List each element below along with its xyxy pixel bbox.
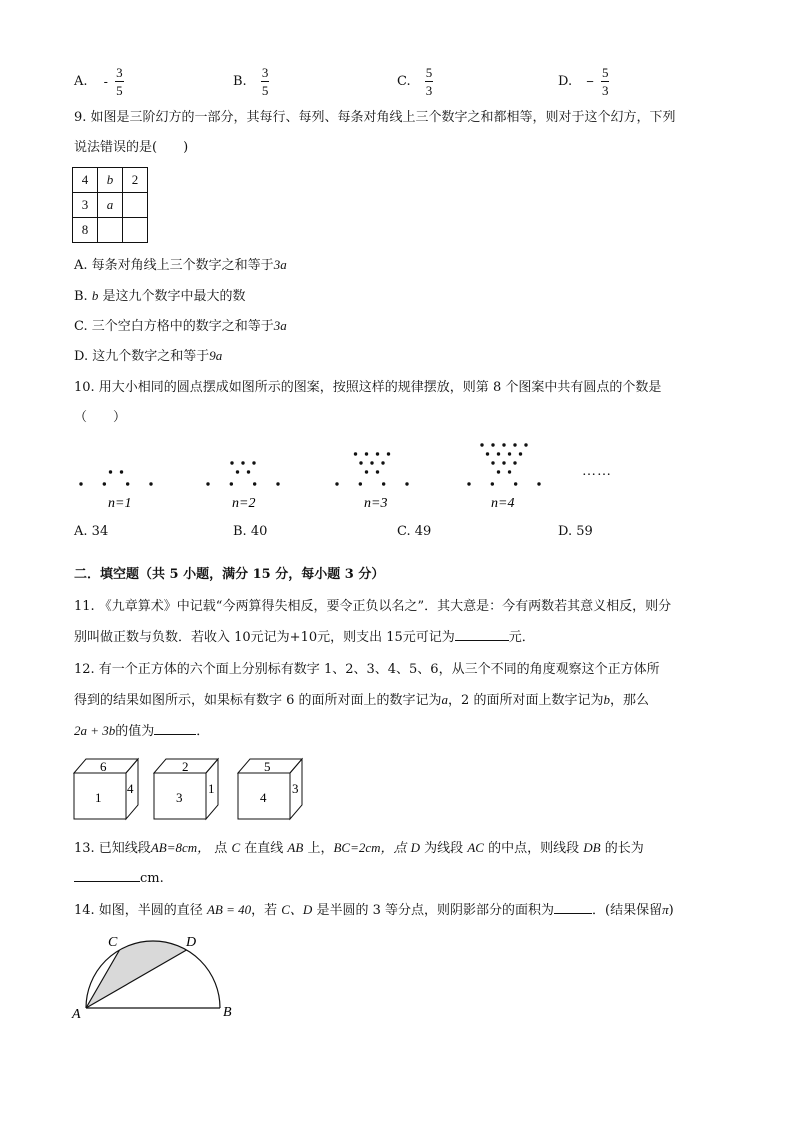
option-text: 34 xyxy=(91,524,109,539)
grid-cell xyxy=(98,218,123,243)
math-segment: DB xyxy=(583,840,601,855)
pattern-dot xyxy=(276,482,279,485)
pattern-dot xyxy=(230,461,233,464)
pattern-dot xyxy=(247,470,250,473)
fraction: $\frac{3}{5}$ xyxy=(261,65,269,98)
math-segment: BC=2cm，点 xyxy=(333,840,407,855)
q12-text: ． xyxy=(196,724,210,739)
shaded-region xyxy=(86,941,187,1008)
cube-side-number: 4 xyxy=(127,781,134,796)
minus-sign: − xyxy=(586,74,594,89)
math-segment: AB xyxy=(287,840,304,855)
dot-patterns xyxy=(79,443,540,485)
option-text: 三个空白方格中的数字之和等于 xyxy=(91,319,274,334)
q8-option-d[interactable] xyxy=(558,66,609,97)
q10-option-b[interactable] xyxy=(233,524,267,539)
math-points: C、D xyxy=(281,902,313,917)
section-heading: 二．填空题（共 5 小题，满分 15 分，每小题 3 分） xyxy=(74,567,385,582)
q13-text: 点 xyxy=(214,841,228,856)
pattern-dot xyxy=(467,482,470,485)
q14-text: ) xyxy=(668,903,674,918)
option-text: 每条对角线上三个数字之和等于 xyxy=(91,258,274,273)
option-label: C. xyxy=(397,74,411,89)
cube-view-1 xyxy=(74,759,138,819)
math-pi: π xyxy=(662,902,669,917)
q9-stem-line1: 9. 如图是三阶幻方的一部分，其每行、每列、每条对角线上三个数字之和都相等，则对于这个幻方，下列 xyxy=(74,110,676,125)
option-text: 40 xyxy=(250,524,268,539)
pattern-dot xyxy=(365,452,368,455)
q10-option-c[interactable] xyxy=(397,524,431,539)
pattern-dot xyxy=(79,482,82,485)
pattern-dot xyxy=(537,482,540,485)
semicircle-figure xyxy=(68,930,248,1022)
point-label-d: D xyxy=(186,935,197,950)
pattern-dot xyxy=(387,452,390,455)
cube-side-number: 3 xyxy=(292,781,299,796)
pattern-label-2: n=2 xyxy=(232,496,256,511)
pattern-dot xyxy=(359,461,362,464)
option-label: A. xyxy=(74,524,88,539)
q8-option-c[interactable] xyxy=(397,66,433,97)
pattern-dot xyxy=(524,443,527,446)
pattern-label-1: n=1 xyxy=(108,496,132,511)
cube-front-number: 3 xyxy=(176,790,183,805)
pattern-dot xyxy=(502,461,505,464)
cube-view-2 xyxy=(154,759,218,819)
pattern-dot xyxy=(382,482,385,485)
grid-cell: 2 xyxy=(123,168,148,193)
q14-text: 是半圆的 3 等分点，则阴影部分的面积为 xyxy=(316,903,555,918)
q9-option-a[interactable] xyxy=(74,255,287,276)
answer-blank[interactable] xyxy=(554,913,592,914)
q12-text: ，2 的面所对面上数字记为 xyxy=(448,693,604,708)
q13-stem-line1 xyxy=(74,838,644,859)
pattern-dot xyxy=(370,461,373,464)
q11-stem-line2 xyxy=(74,628,535,648)
math-point: D xyxy=(410,840,421,855)
q11-text: 元． xyxy=(508,630,535,645)
point-label-c: C xyxy=(108,935,118,950)
fraction: $\frac{5}{3}$ xyxy=(425,65,433,98)
q13-text: 13. 已知线段 xyxy=(74,841,151,856)
ellipsis: …… xyxy=(582,464,612,479)
q10-option-d[interactable] xyxy=(558,524,593,539)
pattern-dot xyxy=(236,470,239,473)
cube-top-number: 5 xyxy=(264,759,271,774)
pattern-dot xyxy=(497,470,500,473)
option-label: B. xyxy=(74,289,88,304)
grid-cell: 3 xyxy=(73,193,98,218)
pattern-dot xyxy=(206,482,209,485)
pattern-dot xyxy=(486,452,489,455)
q11-stem-line1: 11. 《九章算术》中记载“今两算得失相反，要令正负以名之”．其大意是：今有两数若其意义相反，则分 xyxy=(74,599,672,614)
pattern-dot xyxy=(405,482,408,485)
option-math: 3a xyxy=(273,257,287,272)
cube-front-number: 1 xyxy=(95,790,102,805)
grid-cell: b xyxy=(98,168,123,193)
cube-views-figure xyxy=(70,755,310,825)
option-label: A. xyxy=(74,258,88,273)
pattern-dot xyxy=(381,461,384,464)
grid-cell: 8 xyxy=(73,218,98,243)
option-label: B. xyxy=(233,74,247,89)
answer-blank[interactable] xyxy=(154,734,196,735)
option-text: 49 xyxy=(414,524,432,539)
q9-option-b[interactable] xyxy=(74,286,245,307)
math-expression: AB = 40 xyxy=(206,902,252,917)
pattern-dot xyxy=(120,470,123,473)
q9-stem-line2: 说法错误的是( ) xyxy=(74,140,189,155)
q13-text: cm. xyxy=(140,871,164,886)
answer-blank[interactable] xyxy=(455,640,509,641)
q13-stem-line2 xyxy=(74,869,164,889)
option-text: 这九个数字之和等于 xyxy=(92,349,210,364)
q14-text: ，若 xyxy=(251,903,278,918)
pattern-dot xyxy=(497,452,500,455)
q11-text: 别叫做正数与负数．若收入 10元记为+10元，则支出 15元可记为 xyxy=(74,630,455,645)
pattern-dot xyxy=(241,461,244,464)
option-label: C. xyxy=(397,524,411,539)
pattern-dot xyxy=(514,482,517,485)
pattern-dot xyxy=(253,482,256,485)
minus-sign: - xyxy=(103,74,109,89)
pattern-label-3: n=3 xyxy=(364,496,388,511)
pattern-dot xyxy=(354,452,357,455)
q12-text: 的值为 xyxy=(115,724,155,739)
q12-stem-line2 xyxy=(74,690,649,711)
pattern-dot xyxy=(335,482,338,485)
pattern-dot xyxy=(109,470,112,473)
q12-text: 得到的结果如图所示，如果标有数字 6 的面所对面上的数字记为 xyxy=(74,693,442,708)
q13-text: 在直线 xyxy=(244,841,284,856)
option-math: 9a xyxy=(209,348,223,363)
pattern-dot xyxy=(230,482,233,485)
grid-cell: 4 xyxy=(73,168,98,193)
math-a: a xyxy=(441,692,449,707)
q14-text: 14. 如图，半圆的直径 xyxy=(74,903,203,918)
q9-option-c[interactable] xyxy=(74,316,287,337)
magic-square-grid xyxy=(72,167,148,243)
cube-top-number: 2 xyxy=(182,759,189,774)
pattern-dot xyxy=(103,482,106,485)
pattern-dot xyxy=(519,452,522,455)
pattern-dot xyxy=(376,470,379,473)
q8-option-a[interactable] xyxy=(74,66,124,97)
option-text: 59 xyxy=(576,524,593,539)
cube-view-3 xyxy=(238,759,302,819)
option-math: b xyxy=(91,288,99,303)
pattern-label-4: n=4 xyxy=(491,496,515,511)
fraction: $\frac{3}{5}$ xyxy=(116,65,123,98)
q8-option-b[interactable] xyxy=(233,66,269,97)
option-label: A. xyxy=(74,74,88,89)
pattern-dot xyxy=(508,470,511,473)
grid-cell xyxy=(123,218,148,243)
grid-cell xyxy=(123,193,148,218)
pattern-dot xyxy=(480,443,483,446)
answer-blank[interactable] xyxy=(74,881,140,882)
math-expression: 2a + 3b xyxy=(74,723,116,738)
pattern-dot xyxy=(508,452,511,455)
q9-option-d[interactable] xyxy=(74,346,222,367)
pattern-dot xyxy=(491,443,494,446)
option-label: D. xyxy=(558,74,573,89)
option-label: D. xyxy=(558,524,573,539)
q14-text: ．(结果保留 xyxy=(592,903,663,918)
q10-stem-line2: （ ） xyxy=(74,410,127,425)
q12-text: ，那么 xyxy=(609,693,649,708)
pattern-dot xyxy=(513,443,516,446)
point-label-a: A xyxy=(72,1007,81,1022)
option-label: C. xyxy=(74,319,88,334)
dot-pattern-figure xyxy=(0,440,794,520)
point-label-b: B xyxy=(223,1005,232,1020)
math-point: C xyxy=(231,840,241,855)
pattern-dot xyxy=(252,461,255,464)
option-text: 是这九个数字中最大的数 xyxy=(102,289,246,304)
q10-stem-line1: 10. 用大小相同的圆点摆成如图所示的图案，按照这样的规律摆放，则第 8 个图案中共有圆点的个数是 xyxy=(74,380,662,395)
math-segment: AC xyxy=(467,840,484,855)
pattern-dot xyxy=(126,482,129,485)
q13-text: 上， xyxy=(307,841,334,856)
q13-text: 为线段 xyxy=(424,841,464,856)
option-label: D. xyxy=(74,349,89,364)
q12-stem-line1: 12. 有一个正方体的六个面上分别标有数字 1、2、3、4、5、6，从三个不同的角度观察这个正方体所 xyxy=(74,662,660,677)
pattern-dot xyxy=(149,482,152,485)
option-label: B. xyxy=(233,524,247,539)
cube-front-number: 4 xyxy=(260,790,267,805)
grid-cell: a xyxy=(98,193,123,218)
pattern-dot xyxy=(491,461,494,464)
q13-text: 的长为 xyxy=(604,841,644,856)
pattern-dot xyxy=(513,461,516,464)
math-segment: AB=8cm， xyxy=(150,840,211,855)
pattern-dot xyxy=(376,452,379,455)
pattern-dot xyxy=(502,443,505,446)
option-math: 3a xyxy=(273,318,287,333)
pattern-dot xyxy=(491,482,494,485)
pattern-dot xyxy=(365,470,368,473)
q10-option-a[interactable] xyxy=(74,524,108,539)
q12-stem-line3 xyxy=(74,721,209,742)
q13-text: 的中点，则线段 xyxy=(488,841,580,856)
pattern-dot xyxy=(359,482,362,485)
q14-stem-line xyxy=(74,900,674,921)
math-b: b xyxy=(603,692,610,707)
fraction: $\frac{5}{3}$ xyxy=(601,65,609,98)
cube-top-number: 6 xyxy=(100,759,107,774)
cube-side-number: 1 xyxy=(208,781,215,796)
